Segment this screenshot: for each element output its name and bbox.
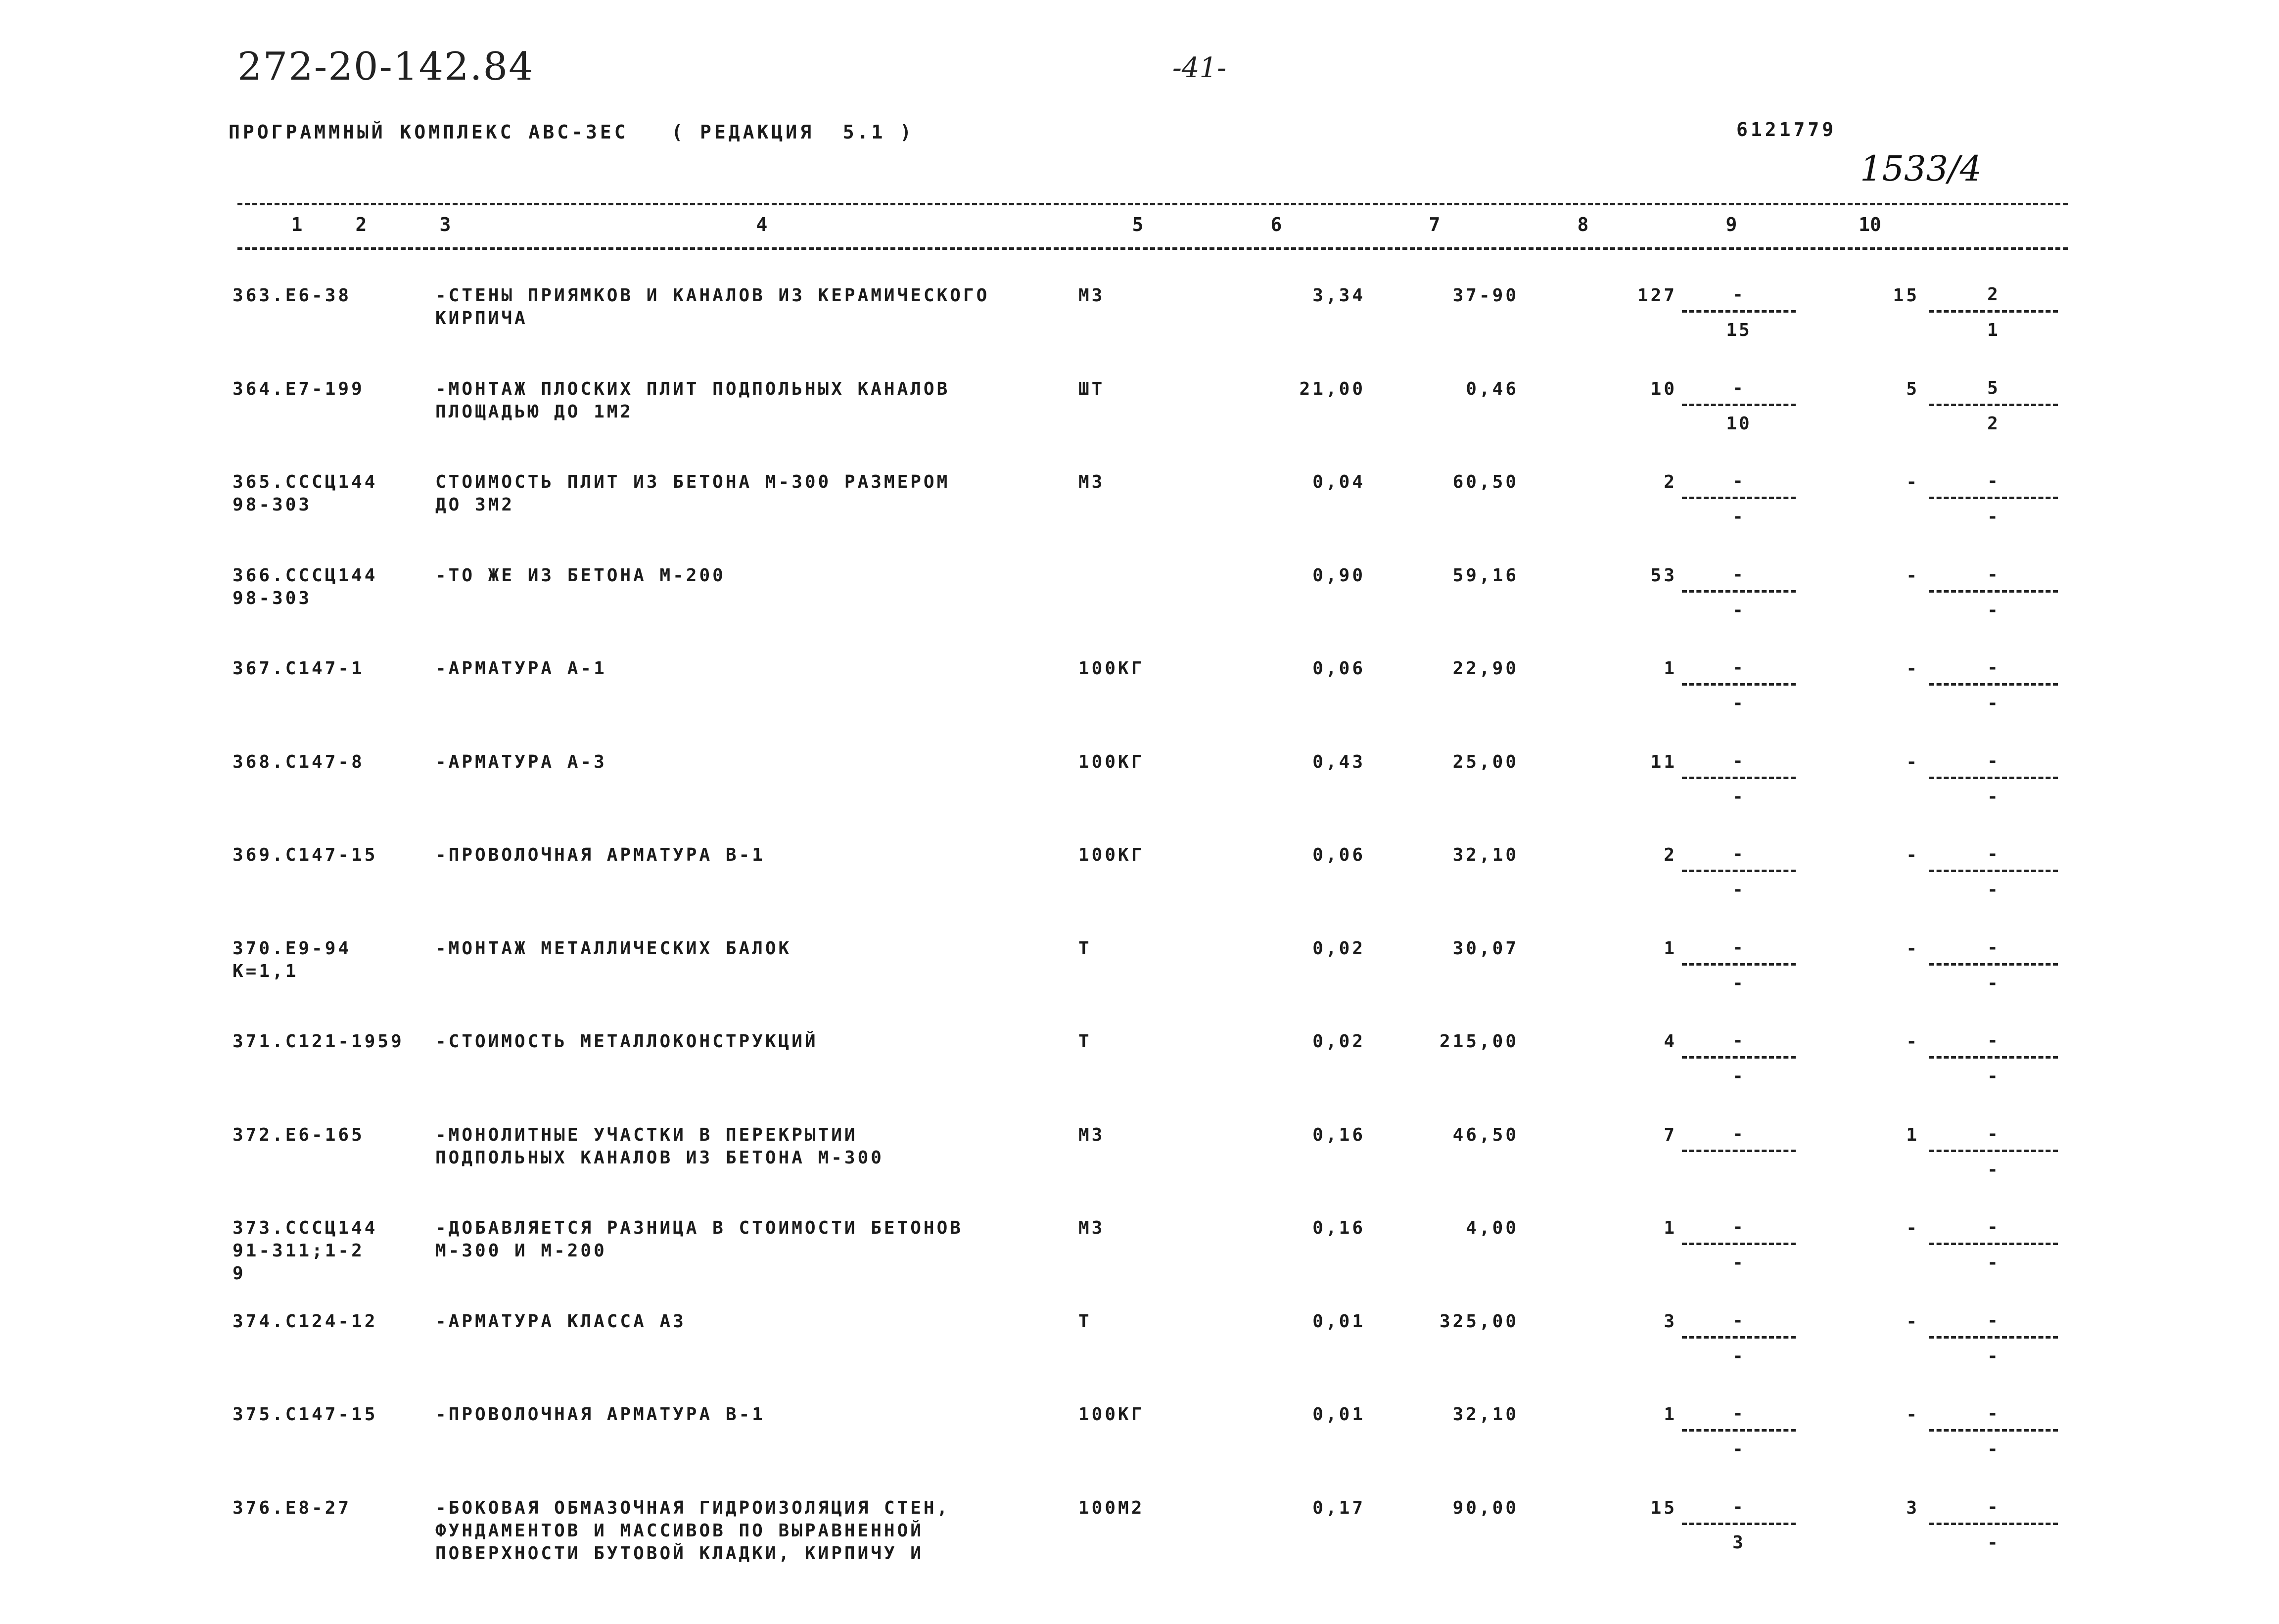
- column-10-fraction-denominator: 1: [1987, 320, 2000, 340]
- item-cost: 1: [1664, 658, 1677, 679]
- item-code: 363.Е6-38: [233, 285, 352, 306]
- item-code: 375.С147-15: [233, 1404, 378, 1425]
- table-row: [0, 937, 2279, 1026]
- column-10-fraction-denominator: -: [1987, 786, 2000, 807]
- item-cost: 2: [1664, 845, 1677, 865]
- item-unit-price: 59,16: [1452, 565, 1519, 586]
- column-10-fraction-divider: [1929, 310, 2058, 313]
- column-8-fraction-divider: [1682, 404, 1796, 406]
- column-8-fraction-denominator: -: [1732, 1253, 1745, 1273]
- column-10-fraction-divider: [1929, 1056, 2058, 1059]
- program-title: ПРОГРАММНЫЙ КОМПЛЕКС АВС-3ЕС ( РЕДАКЦИЯ 5.1 ): [229, 121, 915, 143]
- column-8-fraction-denominator: -: [1732, 786, 1745, 807]
- column-10-fraction-denominator: -: [1987, 693, 2000, 713]
- item-column-9: -: [1906, 1031, 1919, 1052]
- table-row: [0, 844, 2279, 933]
- column-8-fraction-divider: [1682, 497, 1796, 499]
- item-unit-price: 30,07: [1452, 938, 1519, 959]
- column-header: 2: [355, 214, 367, 235]
- column-8-fraction-divider: [1682, 1336, 1796, 1339]
- table-top-rule: [237, 203, 2068, 205]
- item-column-9: -: [1906, 751, 1919, 772]
- column-10-fraction: [1929, 844, 2058, 913]
- item-column-9: -: [1906, 658, 1919, 679]
- item-unit-price: 90,00: [1452, 1497, 1519, 1518]
- column-8-fraction-divider: [1682, 777, 1796, 779]
- column-8-fraction-denominator: -: [1732, 973, 1745, 993]
- column-10-fraction-denominator: 2: [1987, 413, 2000, 434]
- item-quantity: 0,04: [1312, 472, 1365, 492]
- page-number: -41-: [1172, 52, 1227, 84]
- item-cost: 11: [1650, 751, 1677, 772]
- item-unit-price: 215,00: [1439, 1031, 1519, 1052]
- column-10-fraction-divider: [1929, 963, 2058, 966]
- item-column-9: -: [1906, 845, 1919, 865]
- column-10-fraction-numerator: -: [1987, 564, 2000, 585]
- item-description: -ПРОВОЛОЧНАЯ АРМАТУРА В-1: [435, 1404, 765, 1425]
- column-10-fraction-numerator: -: [1987, 657, 2000, 678]
- item-column-9: -: [1906, 938, 1919, 959]
- column-8-fraction: [1682, 378, 1796, 447]
- column-8-fraction: [1682, 284, 1796, 354]
- column-8-fraction-numerator: -: [1732, 1403, 1745, 1424]
- column-10-fraction-divider: [1929, 1523, 2058, 1525]
- column-8-fraction: [1682, 1403, 1796, 1473]
- column-10-fraction: [1929, 284, 2058, 354]
- column-10-fraction-denominator: -: [1987, 1532, 2000, 1553]
- column-header: 8: [1577, 214, 1589, 235]
- column-header: 6: [1270, 214, 1282, 235]
- item-column-9: 5: [1906, 378, 1919, 399]
- item-code-line-2: 98-303: [233, 495, 312, 515]
- column-10-fraction-numerator: -: [1987, 750, 2000, 771]
- column-10-fraction: [1929, 1497, 2058, 1566]
- item-quantity: 0,01: [1312, 1404, 1365, 1425]
- item-description: -МОНОЛИТНЫЕ УЧАСТКИ В ПЕРЕКРЫТИИ: [435, 1124, 858, 1145]
- column-header: 3: [439, 214, 451, 235]
- document-code: 272-20-142.84: [237, 45, 534, 89]
- item-cost: 7: [1664, 1124, 1677, 1145]
- item-description: -БОКОВАЯ ОБМАЗОЧНАЯ ГИДРОИЗОЛЯЦИЯ СТЕН,: [435, 1497, 950, 1518]
- item-quantity: 0,06: [1312, 658, 1365, 679]
- column-10-fraction: [1929, 471, 2058, 540]
- column-10-fraction: [1929, 751, 2058, 820]
- item-unit: М3: [1078, 472, 1105, 492]
- item-code: 365.СССЦ144: [233, 472, 378, 492]
- column-8-fraction: [1682, 1124, 1796, 1193]
- item-cost: 10: [1650, 378, 1677, 399]
- item-description: -АРМАТУРА А-3: [435, 751, 607, 772]
- column-10-fraction-numerator: -: [1987, 1310, 2000, 1331]
- item-cost: 127: [1637, 285, 1677, 306]
- column-10-fraction-divider: [1929, 777, 2058, 779]
- table-row: [0, 1124, 2279, 1213]
- item-code: 370.Е9-94: [233, 938, 352, 959]
- item-code: 376.Е8-27: [233, 1497, 352, 1518]
- item-cost: 15: [1650, 1497, 1677, 1518]
- item-quantity: 0,43: [1312, 751, 1365, 772]
- column-10-fraction: [1929, 1124, 2058, 1193]
- item-unit-price: 25,00: [1452, 751, 1519, 772]
- column-10-fraction-numerator: 2: [1987, 284, 2000, 305]
- item-description: -СТЕНЫ ПРИЯМКОВ И КАНАЛОВ ИЗ КЕРАМИЧЕСКОГО: [435, 285, 990, 306]
- item-description: -ТО ЖЕ ИЗ БЕТОНА М-200: [435, 565, 726, 586]
- item-unit-price: 60,50: [1452, 472, 1519, 492]
- column-10-fraction-numerator: -: [1987, 844, 2000, 864]
- column-8-fraction: [1682, 1217, 1796, 1286]
- column-8-fraction: [1682, 1030, 1796, 1100]
- column-8-fraction-denominator: -: [1732, 600, 1745, 620]
- column-8-fraction-divider: [1682, 1523, 1796, 1525]
- item-code: 372.Е6-165: [233, 1124, 365, 1145]
- item-column-9: 15: [1893, 285, 1919, 306]
- item-cost: 53: [1650, 565, 1677, 586]
- item-unit: Т: [1078, 1311, 1092, 1332]
- table-row: [0, 284, 2279, 373]
- column-10-fraction-numerator: 5: [1987, 377, 2000, 398]
- column-10-fraction-numerator: -: [1987, 1496, 2000, 1517]
- column-8-fraction: [1682, 844, 1796, 913]
- column-8-fraction-denominator: -: [1732, 507, 1745, 527]
- column-8-fraction-numerator: -: [1732, 1217, 1745, 1237]
- column-10-fraction-divider: [1929, 1150, 2058, 1152]
- column-10-fraction-numerator: -: [1987, 1030, 2000, 1051]
- item-unit: Т: [1078, 1031, 1092, 1052]
- column-8-fraction: [1682, 1497, 1796, 1566]
- table-row: [0, 471, 2279, 560]
- column-10-fraction-divider: [1929, 1243, 2058, 1245]
- column-8-fraction-denominator: -: [1732, 1439, 1745, 1459]
- column-8-fraction: [1682, 937, 1796, 1007]
- column-8-fraction-numerator: -: [1732, 284, 1745, 305]
- column-10-fraction-denominator: -: [1987, 1439, 2000, 1459]
- item-code: 366.СССЦ144: [233, 565, 378, 586]
- column-header: 1: [291, 214, 303, 235]
- item-column-9: 3: [1906, 1497, 1919, 1518]
- handwritten-mark: 1533/4: [1860, 148, 1982, 189]
- item-quantity: 0,16: [1312, 1218, 1365, 1238]
- column-10-fraction-denominator: -: [1987, 1159, 2000, 1180]
- item-code-line-2: 91-311;1-2: [233, 1241, 365, 1261]
- column-10-fraction-denominator: -: [1987, 880, 2000, 900]
- item-cost: 1: [1664, 1404, 1677, 1425]
- column-8-fraction-numerator: -: [1732, 471, 1745, 491]
- item-unit: 100КГ: [1078, 751, 1145, 772]
- column-10-fraction-numerator: -: [1987, 1123, 2000, 1144]
- column-header: 5: [1132, 214, 1144, 235]
- item-quantity: 21,00: [1299, 378, 1365, 399]
- item-quantity: 0,90: [1312, 565, 1365, 586]
- column-8-fraction-divider: [1682, 1150, 1796, 1152]
- item-cost: 2: [1664, 472, 1677, 492]
- column-8-fraction-denominator: -: [1732, 1066, 1745, 1086]
- table-row: [0, 1217, 2279, 1306]
- item-unit: ШТ: [1078, 378, 1105, 399]
- column-10-fraction-divider: [1929, 1336, 2058, 1339]
- column-8-fraction-denominator: -: [1732, 693, 1745, 713]
- item-column-9: 1: [1906, 1124, 1919, 1145]
- column-10-fraction-divider: [1929, 1429, 2058, 1432]
- item-quantity: 0,02: [1312, 938, 1365, 959]
- column-8-fraction: [1682, 471, 1796, 540]
- column-10-fraction: [1929, 657, 2058, 727]
- item-description: СТОИМОСТЬ ПЛИТ ИЗ БЕТОНА М-300 РАЗМЕРОМ: [435, 472, 950, 492]
- item-unit-price: 4,00: [1466, 1218, 1519, 1238]
- column-10-fraction-divider: [1929, 870, 2058, 872]
- column-header: 4: [756, 214, 768, 235]
- item-description: -МОНТАЖ МЕТАЛЛИЧЕСКИХ БАЛОК: [435, 938, 792, 959]
- item-description-line-2: М-300 И М-200: [435, 1241, 607, 1261]
- document-number: 6121779: [1736, 119, 1837, 140]
- column-10-fraction-numerator: -: [1987, 1217, 2000, 1237]
- item-column-9: -: [1906, 1311, 1919, 1332]
- column-10-fraction: [1929, 1310, 2058, 1380]
- column-10-fraction: [1929, 378, 2058, 447]
- item-quantity: 0,02: [1312, 1031, 1365, 1052]
- item-code: 369.С147-15: [233, 845, 378, 865]
- item-unit-price: 325,00: [1439, 1311, 1519, 1332]
- item-unit-price: 46,50: [1452, 1124, 1519, 1145]
- column-8-fraction: [1682, 1310, 1796, 1380]
- item-cost: 3: [1664, 1311, 1677, 1332]
- item-unit: М3: [1078, 1124, 1105, 1145]
- item-cost: 4: [1664, 1031, 1677, 1052]
- item-unit-price: 0,46: [1466, 378, 1519, 399]
- column-10-fraction: [1929, 1217, 2058, 1286]
- column-8-fraction-divider: [1682, 310, 1796, 313]
- table-row: [0, 1497, 2279, 1586]
- item-quantity: 0,06: [1312, 845, 1365, 865]
- column-10-fraction-divider: [1929, 683, 2058, 686]
- column-10-fraction-denominator: -: [1987, 973, 2000, 993]
- item-unit: Т: [1078, 938, 1092, 959]
- item-description: -СТОИМОСТЬ МЕТАЛЛОКОНСТРУКЦИЙ: [435, 1031, 818, 1052]
- column-8-fraction: [1682, 564, 1796, 634]
- column-8-fraction-divider: [1682, 1429, 1796, 1432]
- column-10-fraction: [1929, 1403, 2058, 1473]
- item-column-9: -: [1906, 565, 1919, 586]
- item-description-line-3: ПОВЕРХНОСТИ БУТОВОЙ КЛАДКИ, КИРПИЧУ И: [435, 1543, 924, 1564]
- item-code-line-3: 9: [233, 1263, 246, 1284]
- item-cost: 1: [1664, 1218, 1677, 1238]
- item-unit: 100КГ: [1078, 845, 1145, 865]
- item-code: 368.С147-8: [233, 751, 365, 772]
- item-description: -ДОБАВЛЯЕТСЯ РАЗНИЦА В СТОИМОСТИ БЕТОНОВ: [435, 1218, 963, 1238]
- column-8-fraction-numerator: -: [1732, 377, 1745, 398]
- item-quantity: 3,34: [1312, 285, 1365, 306]
- column-8-fraction-numerator: -: [1732, 657, 1745, 678]
- item-description: -АРМАТУРА КЛАССА А3: [435, 1311, 686, 1332]
- column-10-fraction-denominator: -: [1987, 507, 2000, 527]
- item-description-line-2: ФУНДАМЕНТОВ И МАССИВОВ ПО ВЫРАВНЕННОЙ: [435, 1520, 924, 1541]
- item-unit: 100КГ: [1078, 658, 1145, 679]
- column-8-fraction-denominator: -: [1732, 880, 1745, 900]
- column-10-fraction: [1929, 1030, 2058, 1100]
- item-code: 373.СССЦ144: [233, 1218, 378, 1238]
- column-10-fraction-numerator: -: [1987, 937, 2000, 958]
- column-10-fraction-divider: [1929, 404, 2058, 406]
- column-8-fraction-denominator: 15: [1726, 320, 1752, 340]
- column-8-fraction-numerator: -: [1732, 1310, 1745, 1331]
- table-row: [0, 1030, 2279, 1119]
- item-column-9: -: [1906, 472, 1919, 492]
- item-unit: М3: [1078, 285, 1105, 306]
- column-8-fraction-numerator: -: [1732, 844, 1745, 864]
- column-8-fraction-divider: [1682, 683, 1796, 686]
- column-10-fraction-divider: [1929, 590, 2058, 593]
- item-unit: 100М2: [1078, 1497, 1145, 1518]
- item-quantity: 0,16: [1312, 1124, 1365, 1145]
- item-description-line-2: ПЛОЩАДЬЮ ДО 1М2: [435, 401, 634, 422]
- column-10-fraction-denominator: -: [1987, 1253, 2000, 1273]
- item-description-line-2: ДО 3М2: [435, 495, 515, 515]
- item-unit: 100КГ: [1078, 1404, 1145, 1425]
- column-8-fraction-divider: [1682, 1243, 1796, 1245]
- item-unit: М3: [1078, 1218, 1105, 1238]
- table-row: [0, 564, 2279, 653]
- item-unit-price: 37-90: [1452, 285, 1519, 306]
- column-8-fraction: [1682, 657, 1796, 727]
- column-8-fraction-divider: [1682, 963, 1796, 966]
- column-10-fraction-denominator: -: [1987, 600, 2000, 620]
- column-10-fraction: [1929, 564, 2058, 634]
- table-row: [0, 1310, 2279, 1399]
- item-code: 367.С147-1: [233, 658, 365, 679]
- item-unit-price: 22,90: [1452, 658, 1519, 679]
- item-column-9: -: [1906, 1218, 1919, 1238]
- item-code-line-2: 98-303: [233, 588, 312, 608]
- column-10-fraction-divider: [1929, 497, 2058, 499]
- item-description: -МОНТАЖ ПЛОСКИХ ПЛИТ ПОДПОЛЬНЫХ КАНАЛОВ: [435, 378, 950, 399]
- table-row: [0, 1403, 2279, 1492]
- column-10-fraction: [1929, 937, 2058, 1007]
- item-description-line-2: ПОДПОЛЬНЫХ КАНАЛОВ ИЗ БЕТОНА М-300: [435, 1147, 884, 1168]
- item-code-line-2: К=1,1: [233, 961, 299, 981]
- item-quantity: 0,17: [1312, 1497, 1365, 1518]
- item-unit-price: 32,10: [1452, 845, 1519, 865]
- column-10-fraction-denominator: -: [1987, 1346, 2000, 1366]
- table-row: [0, 657, 2279, 746]
- column-8-fraction: [1682, 751, 1796, 820]
- column-10-fraction-numerator: -: [1987, 1403, 2000, 1424]
- column-8-fraction-numerator: -: [1732, 1496, 1745, 1517]
- item-code: 374.С124-12: [233, 1311, 378, 1332]
- item-code: 371.С121-1959: [233, 1031, 404, 1052]
- column-header: 9: [1725, 214, 1737, 235]
- column-8-fraction-denominator: -: [1732, 1346, 1745, 1366]
- table-header-rule: [237, 247, 2068, 250]
- column-8-fraction-divider: [1682, 870, 1796, 872]
- item-code: 364.Е7-199: [233, 378, 365, 399]
- column-8-fraction-denominator: 3: [1732, 1532, 1745, 1553]
- column-header: 7: [1429, 214, 1441, 235]
- column-header: 10: [1859, 214, 1881, 235]
- column-8-fraction-denominator: 10: [1726, 413, 1752, 434]
- column-8-fraction-numerator: -: [1732, 1123, 1745, 1144]
- column-10-fraction-denominator: -: [1987, 1066, 2000, 1086]
- item-description-line-2: КИРПИЧА: [435, 308, 528, 328]
- item-description: -АРМАТУРА А-1: [435, 658, 607, 679]
- item-description: -ПРОВОЛОЧНАЯ АРМАТУРА В-1: [435, 845, 765, 865]
- item-unit-price: 32,10: [1452, 1404, 1519, 1425]
- column-8-fraction-numerator: -: [1732, 564, 1745, 585]
- table-row: [0, 378, 2279, 467]
- column-8-fraction-numerator: -: [1732, 1030, 1745, 1051]
- table-row: [0, 751, 2279, 840]
- column-10-fraction-numerator: -: [1987, 471, 2000, 491]
- column-8-fraction-divider: [1682, 1056, 1796, 1059]
- column-8-fraction-numerator: -: [1732, 750, 1745, 771]
- item-cost: 1: [1664, 938, 1677, 959]
- column-8-fraction-divider: [1682, 590, 1796, 593]
- column-8-fraction-numerator: -: [1732, 937, 1745, 958]
- item-quantity: 0,01: [1312, 1311, 1365, 1332]
- item-column-9: -: [1906, 1404, 1919, 1425]
